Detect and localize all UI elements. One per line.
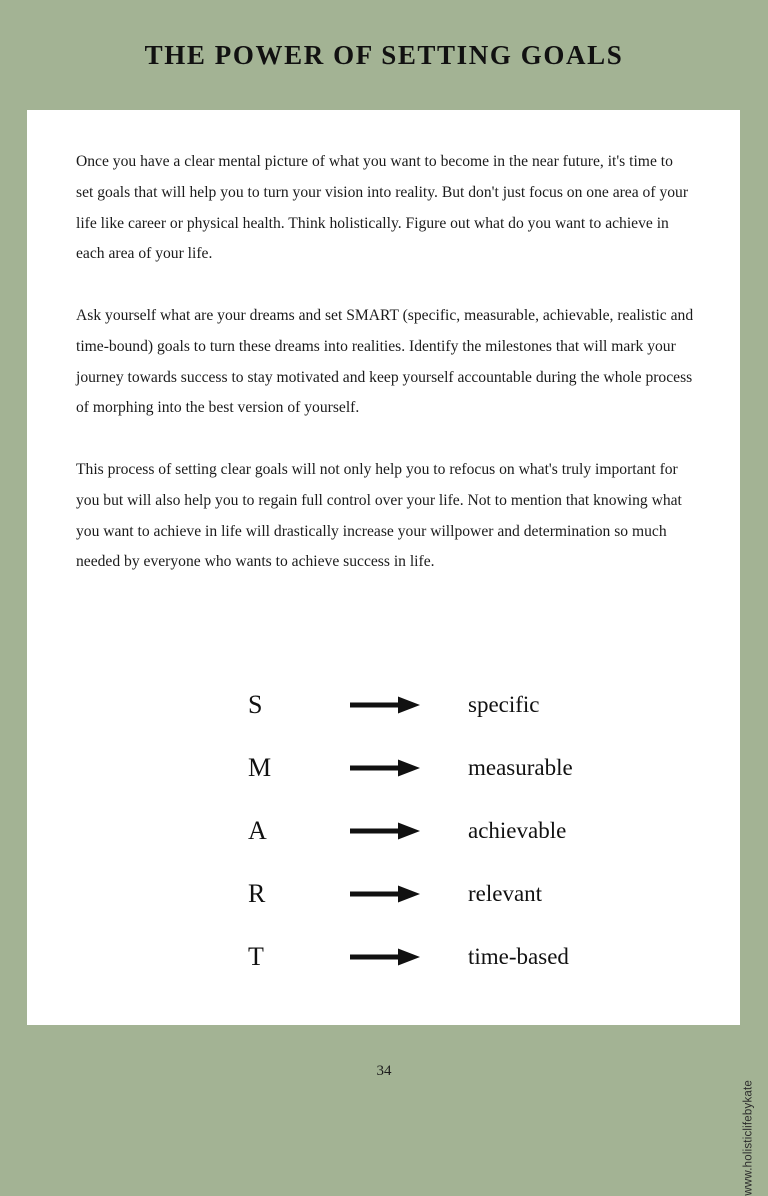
smart-letter-a: A bbox=[248, 815, 267, 845]
right-arrow-icon bbox=[350, 883, 420, 905]
smart-word-measurable: measurable bbox=[468, 754, 573, 780]
smart-letter-r: R bbox=[248, 878, 266, 908]
smart-letter-t: T bbox=[248, 941, 264, 971]
smart-word-achievable: achievable bbox=[468, 817, 567, 843]
paragraph-1: Once you have a clear mental picture of what you want to become in the near future, it's time to set goals that will help you to turn your vision into reality. But don't just focus on one area of your life like career or physical health. Think holistically. Figure out what do you want to achieve in each area of your life. bbox=[76, 153, 689, 263]
right-arrow-icon bbox=[350, 694, 420, 716]
content-card bbox=[27, 110, 740, 1025]
smart-word-relevant: relevant bbox=[468, 880, 543, 906]
smart-row bbox=[27, 736, 740, 799]
smart-row bbox=[27, 925, 740, 988]
smart-row bbox=[27, 673, 740, 736]
smart-letter-m: M bbox=[248, 752, 272, 782]
right-arrow-icon bbox=[350, 820, 420, 842]
website-watermark: www.holisticlifebykate bbox=[743, 1080, 755, 1196]
smart-word-specific: specific bbox=[468, 691, 540, 717]
smart-row bbox=[27, 862, 740, 925]
paragraph-2: Ask yourself what are your dreams and set SMART (specific, measurable, achievable, realistic and time-bound) goals to turn these dreams into realities. Identify the milestones that will mark your journey towards success to stay motivated and keep yourself accountable during the whole process of morphing into the best version of yourself. bbox=[76, 306, 694, 417]
page-number: 34 bbox=[376, 1063, 392, 1079]
paragraph-3: This process of setting clear goals will not only help you to refocus on what's truly important for you but will also help you to regain full control over your life. Not to mention that knowing what you want to achieve in life will drastically increase your willpower and determination so much needed by everyone who wants to achieve success in life. bbox=[76, 460, 682, 571]
body-copy bbox=[76, 147, 694, 578]
smart-word-time-based: time-based bbox=[468, 943, 569, 969]
right-arrow-icon bbox=[350, 946, 420, 968]
smart-acronym-diagram bbox=[27, 673, 740, 988]
right-arrow-icon bbox=[350, 757, 420, 779]
smart-letter-s: S bbox=[248, 689, 263, 719]
page-title: THE POWER OF SETTING GOALS bbox=[144, 40, 624, 70]
smart-row bbox=[27, 799, 740, 862]
